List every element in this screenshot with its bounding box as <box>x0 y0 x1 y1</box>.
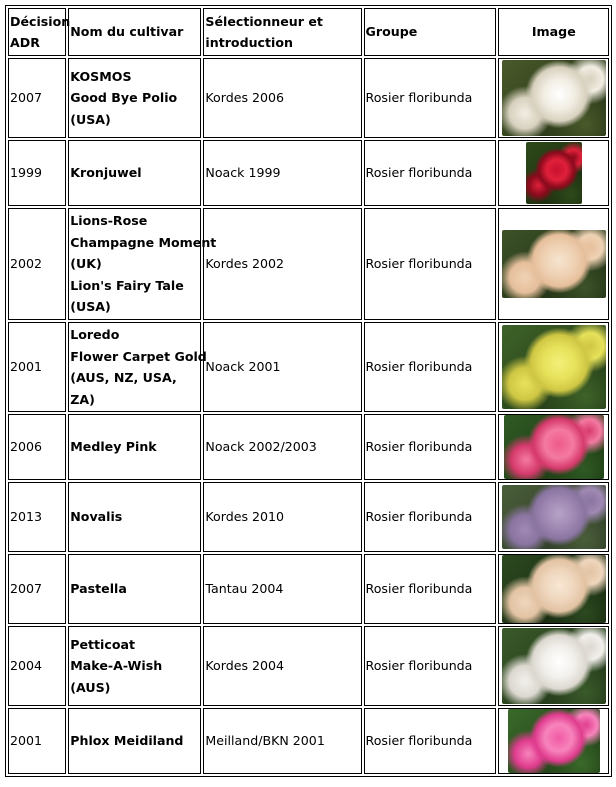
cell-breeder: Noack 1999 <box>203 140 361 206</box>
header-decision-line-1: Décision <box>10 13 71 29</box>
cell-decision-year: 2001 <box>8 708 66 774</box>
header-decision-line-2: ADR <box>10 35 40 50</box>
header-decision <box>8 8 71 56</box>
cultivar-name-line: Pastella <box>70 581 127 597</box>
cell-cultivar-name <box>68 322 207 412</box>
cell-cultivar-name <box>68 140 201 206</box>
cultivar-name-line: Make-A-Wish <box>70 658 163 674</box>
cell-group: Rosier floribunda <box>364 414 496 480</box>
cell-decision-year: 1999 <box>8 140 66 206</box>
header-row <box>8 8 609 56</box>
cell-image <box>498 58 609 138</box>
table-row <box>8 208 609 320</box>
cultivar-name-line: Lions-Rose <box>70 213 148 229</box>
cell-breeder: Kordes 2002 <box>203 208 361 320</box>
cell-image <box>498 140 609 206</box>
cell-breeder: Kordes 2004 <box>203 626 361 706</box>
cell-decision-year: 2002 <box>8 208 66 320</box>
cell-group: Rosier floribunda <box>364 708 496 774</box>
cell-decision-year: 2007 <box>8 554 66 624</box>
rose-photo <box>502 628 606 704</box>
cell-group: Rosier floribunda <box>364 554 496 624</box>
table-row <box>8 626 609 706</box>
cell-group: Rosier floribunda <box>364 626 496 706</box>
cultivar-name-line: Novalis <box>70 509 123 525</box>
rose-photo <box>502 555 606 623</box>
cell-cultivar-name <box>68 414 201 480</box>
cultivar-name-line: Champagne Moment <box>70 234 217 250</box>
cell-image <box>498 626 609 706</box>
cell-image <box>498 482 609 552</box>
rose-photo <box>502 325 606 409</box>
header-group: Groupe <box>364 8 496 56</box>
cell-image <box>498 208 609 320</box>
header-breeder <box>203 8 361 56</box>
header-breeder-line-2: introduction <box>205 35 293 50</box>
cell-cultivar-name <box>68 554 201 624</box>
cell-cultivar-name <box>68 208 217 320</box>
cultivar-name-line: Flower Carpet Gold <box>70 348 207 364</box>
rose-photo <box>502 230 606 298</box>
cultivar-name-line: KOSMOS <box>70 68 132 84</box>
table-row <box>8 554 609 624</box>
table-row <box>8 58 609 138</box>
cell-breeder: Kordes 2010 <box>203 482 361 552</box>
cell-breeder: Noack 2001 <box>203 322 361 412</box>
cell-decision-year: 2004 <box>8 626 66 706</box>
cell-group: Rosier floribunda <box>364 482 496 552</box>
cell-cultivar-name <box>68 482 201 552</box>
cell-group: Rosier floribunda <box>364 208 496 320</box>
cell-breeder: Kordes 2006 <box>203 58 361 138</box>
cultivar-table <box>5 5 612 777</box>
rose-photo <box>504 415 604 479</box>
cultivar-name-line: ZA) <box>70 391 95 407</box>
header-breeder-line-1: Sélectionneur et <box>205 13 323 29</box>
cultivar-name-line: Loredo <box>70 327 120 342</box>
header-name: Nom du cultivar <box>68 8 201 56</box>
cell-image <box>498 322 609 412</box>
table-row <box>8 708 609 774</box>
cell-image <box>498 708 609 774</box>
rose-photo <box>502 485 606 549</box>
cultivar-name-line: (UK) <box>70 256 102 272</box>
cell-breeder: Tantau 2004 <box>203 554 361 624</box>
cell-image <box>498 554 609 624</box>
rose-photo <box>508 709 600 773</box>
table-row <box>8 482 609 552</box>
cell-decision-year: 2006 <box>8 414 66 480</box>
table-row <box>8 414 609 480</box>
cultivar-name-line: (USA) <box>70 111 111 127</box>
rose-photo <box>502 60 606 136</box>
cultivar-name-line: Good Bye Polio <box>70 90 178 106</box>
cell-group: Rosier floribunda <box>364 58 496 138</box>
cultivar-name-line: (AUS) <box>70 679 111 695</box>
cell-decision-year: 2013 <box>8 482 66 552</box>
cultivar-name-line: (AUS, NZ, USA, <box>70 370 177 385</box>
cell-cultivar-name <box>68 58 201 138</box>
cultivar-name-line: Petticoat <box>70 636 136 652</box>
header-image: Image <box>498 8 609 56</box>
cell-decision-year: 2001 <box>8 322 66 412</box>
cultivar-name-line: Kronjuwel <box>70 165 142 181</box>
cell-breeder: Noack 2002/2003 <box>203 414 361 480</box>
cell-group: Rosier floribunda <box>364 140 496 206</box>
cell-breeder: Meilland/BKN 2001 <box>203 708 361 774</box>
cell-group: Rosier floribunda <box>364 322 496 412</box>
cultivar-name-line: (USA) <box>70 299 111 315</box>
cultivar-name-line: Phlox Meidiland <box>70 733 184 749</box>
cell-cultivar-name <box>68 626 201 706</box>
cell-image <box>498 414 609 480</box>
table-row <box>8 140 609 206</box>
table-row <box>8 322 609 412</box>
cultivar-name-line: Lion's Fairy Tale <box>70 277 184 293</box>
rose-photo <box>526 142 582 204</box>
table-body <box>8 8 609 774</box>
cell-cultivar-name <box>68 708 201 774</box>
cell-decision-year: 2007 <box>8 58 66 138</box>
cultivar-name-line: Medley Pink <box>70 439 157 455</box>
